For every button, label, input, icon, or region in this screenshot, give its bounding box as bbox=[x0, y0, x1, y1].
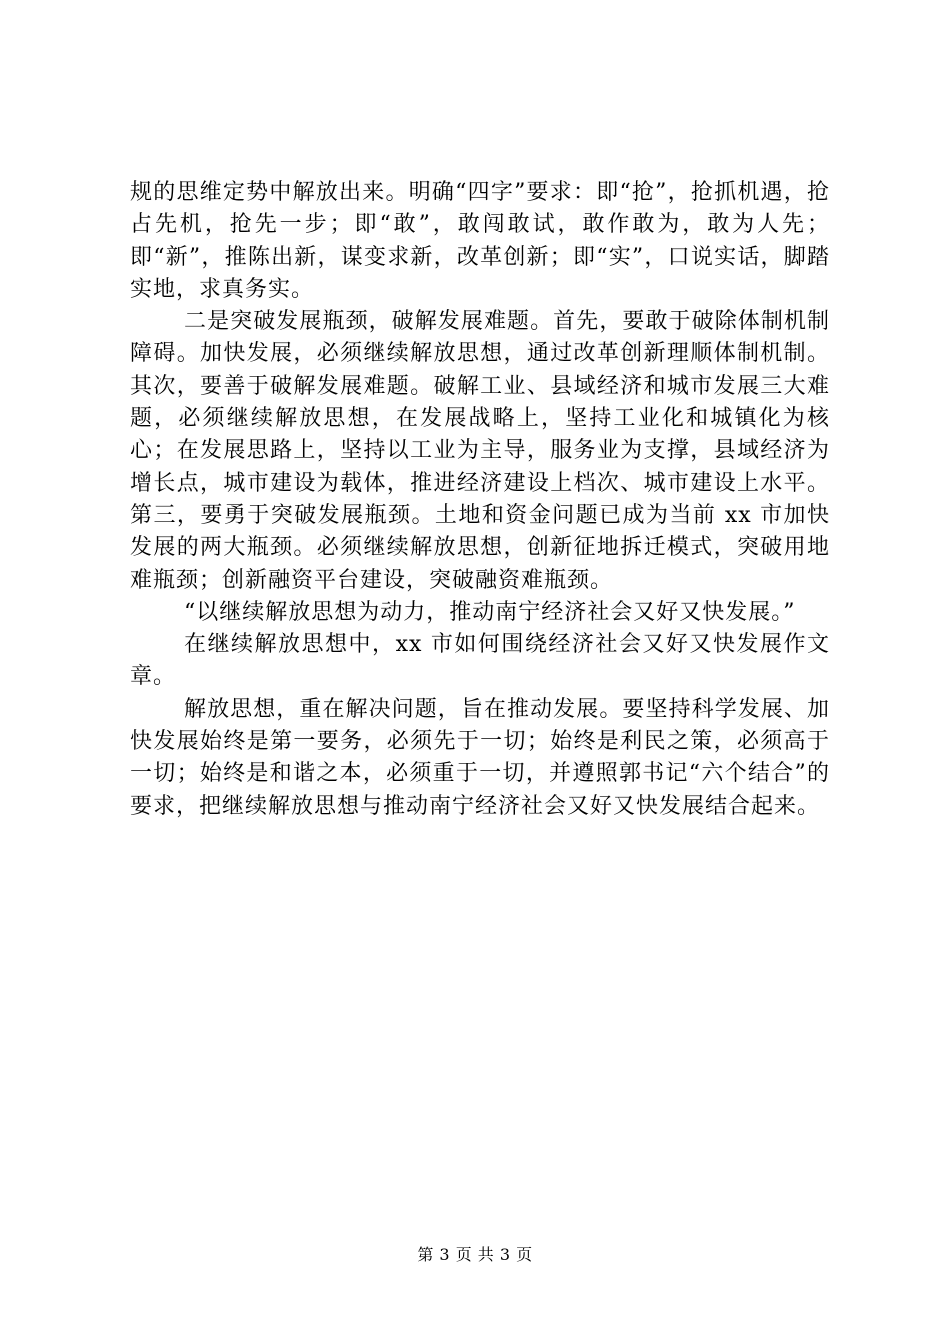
page-number-footer: 第 3 页 共 3 页 bbox=[417, 1245, 533, 1264]
paragraph-conclusion: 解放思想，重在解决问题，旨在推动发展。要坚持科学发展、加快发展始终是第一要务，必须先于一切；始终是利民之策，必须高于一切；始终是和谐之本，必须重于一切，并遵照郭书记“六个结合”的要求，把继续解放思想与推动南宁经济社会又好又快发展结合起来。 bbox=[130, 696, 830, 819]
document-body bbox=[130, 177, 830, 823]
paragraph-quote: “以继续解放思想为动力，推动南宁经济社会又好又快发展。” bbox=[184, 599, 796, 625]
paragraph-continuation: 规的思维定势中解放出来。明确“四字”要求：即“抢”，抢抓机遇，抢占先机，抢先一步；即“敢”，敢闯敢试，敢作敢为，敢为人先；即“新”，推陈出新，谋变求新，改革创新；即“实”，口说实话，脚踏实地，求真务实。 bbox=[130, 180, 830, 302]
paragraph-breakthrough: 二是突破发展瓶颈，破解发展难题。首先，要敢于破除体制机制障碍。加快发展，必须继续解放思想，通过改革创新理顺体制机制。其次，要善于破解发展难题。破解工业、县域经济和城市发展三大难题，必须继续解放思想，在发展战略上，坚持工业化和城镇化为核心；在发展思路上，坚持以工业为主导，服务业为支撑，县域经济为增长点，城市建设为载体，推进经济建设上档次、城市建设上水平。第三，要勇于突破发展瓶颈。土地和资金问题已成为当前 xx 市加快发展的两大瓶颈。必须继续解放思想，创新征地拆迁模式，突破用地难瓶颈；创新融资平台建设，突破融资难瓶颈。 bbox=[130, 309, 830, 593]
paragraph-question: 在继续解放思想中，xx 市如何围绕经济社会又好又快发展作文章。 bbox=[130, 632, 830, 690]
